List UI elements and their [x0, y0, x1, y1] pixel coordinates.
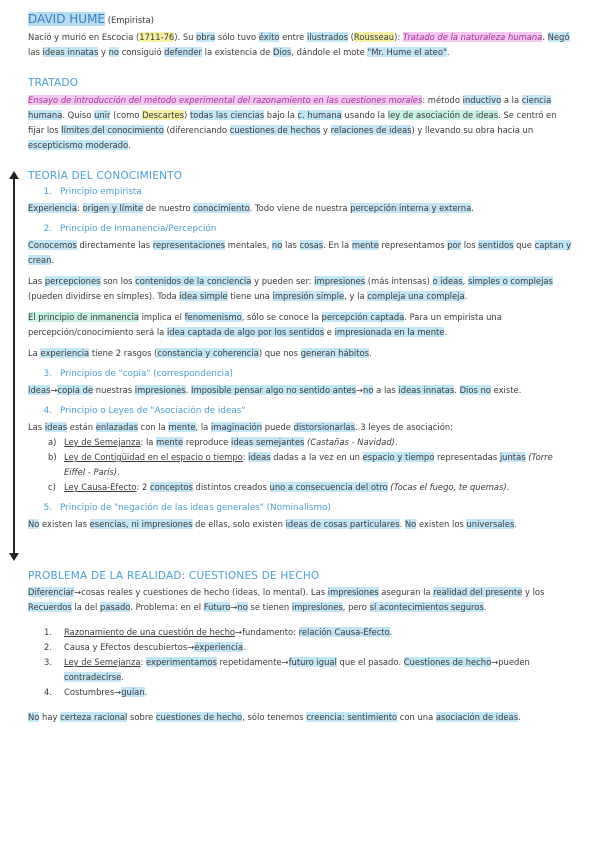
list-item: a) Ley de Semejanza: la mente reproduce ideas semejantes (Castañas - Navidad). — [48, 437, 398, 447]
paragraph: Las ideas están enlazadas con la mente, la imaginación puede distorsionarlas. 3 leyes de asociación: — [28, 422, 453, 432]
arrow-down-icon — [9, 553, 19, 561]
numbered-list — [28, 625, 572, 700]
paragraph: Las percepciones son los contenidos de la conciencia y pueden ser: impresiones (más intensas) o ideas, simples o complejas (pueden dividirse en simples). Toda idea simple tiene una impresión simple, y la compleja una compleja. — [28, 276, 553, 301]
subsection-heading: 4. Principio o Leyes de "Asociación de ideas" — [43, 406, 246, 416]
paragraph: Ideas→copia de nuestras impresiones. Imposible pensar algo no sentido antes→no a las ideas innatas. Dios no existe. — [28, 385, 522, 395]
intro-section — [28, 12, 572, 60]
author-name: DAVID HUME — [28, 12, 106, 26]
list-item: 3. Ley de Semejanza: experimentamos repetidamente→futuro igual que el pasado. Cuestiones de hecho→pueden contradecirse. — [44, 657, 530, 682]
list-item: 4. Costumbres→guían. — [44, 687, 148, 697]
paragraph: El principio de inmanencia implica el fenomenismo, sólo se conoce la percepción captada. Para un empirista una percepción/conocimiento será la idea captada de algo por los sentidos e impresionada en la mente. — [28, 312, 502, 337]
page-title — [28, 12, 572, 28]
intro-paragraph: Nació y murió en Escocia (1711-76). Su obra sólo tuvo éxito entre ilustrados (Rousseau): Tratado de la naturaleza humana. Negó las ideas innatas y no consiguió defender la existencia de Dios, dándole el mote "Mr. Hume el ateo". — [28, 32, 570, 57]
section-heading: TEORÍA DEL CONOCIMIENTO — [28, 170, 183, 182]
teoria-section — [28, 169, 572, 532]
arrow-line — [13, 176, 15, 556]
author-tag: (Empirista) — [107, 15, 154, 25]
paragraph: Conocemos directamente las representaciones mentales, no las cosas. En la mente representamos por los sentidos que captan y crean. — [28, 240, 572, 265]
subsection-heading: 2. Principio de Inmanencia/Percepción — [43, 224, 217, 234]
section-heading: TRATADO — [28, 77, 79, 89]
problema-section — [28, 569, 572, 725]
subsection-heading: 1. Principio empirista — [43, 187, 142, 197]
list-item: 1. Razonamiento de una cuestión de hecho→fundamento: relación Causa-Efecto. — [44, 627, 393, 637]
paragraph: No existen las esencias, ni impresiones de ellas, solo existen ideas de cosas particulares. No existen los universales. — [28, 519, 517, 529]
subsection-heading: 5. Principio de "negación de las ideas generales" (Nominalismo) — [43, 503, 331, 513]
subsection-heading: 3. Principios de "copia" (correspondencia) — [43, 369, 233, 379]
list-item: b) Ley de Contigüidad en el espacio o tiempo: ideas dadas a la vez en un espacio y tiempo representadas juntas (Torre Eiffel - París). — [48, 452, 553, 477]
paragraph: Diferenciar→cosas reales y cuestiones de hecho (ideas, lo mental). Las impresiones aseguran la realidad del presente y los Recuerdos la del pasado. Problema: en el Futuro→no se tienen impresiones, pero sí acontecimientos seguros. — [28, 587, 545, 612]
list-item: c) Ley Causa-Efecto: 2 conceptos distintos creados uno a consecuencia del otro (Tocas el fuego, te quemas). — [48, 482, 510, 492]
paragraph: Experiencia: origen y límite de nuestro conocimiento. Todo viene de nuestra percepción interna y externa. — [28, 203, 474, 213]
list-item: 2. Causa y Efectos descubiertos→experiencia. — [44, 642, 246, 652]
paragraph: La experiencia tiene 2 rasgos (constancia y coherencia) que nos generan hábitos. — [28, 348, 372, 358]
tratado-section — [28, 76, 572, 153]
tratado-paragraph: Ensayo de introducción del método experimental del razonamiento en las cuestiones morales: método inductivo a la ciencia humana. Quiso unir (como Descartes) todas las ciencias bajo la c. humana usando la ley de asociación de ideas. Se centró en fijar los límites del conocimiento (diferenciando cuestiones de hechos y relaciones de ideas) y llevando su obra hacia un escepticismo moderado. — [28, 95, 557, 150]
conclusion-paragraph: No hay certeza racional sobre cuestiones de hecho, sólo tenemos creencia: sentimiento con una asociación de ideas. — [28, 712, 521, 722]
section-heading: PROBLEMA DE LA REALIDAD: CUESTIONES DE HECHO — [28, 570, 320, 582]
